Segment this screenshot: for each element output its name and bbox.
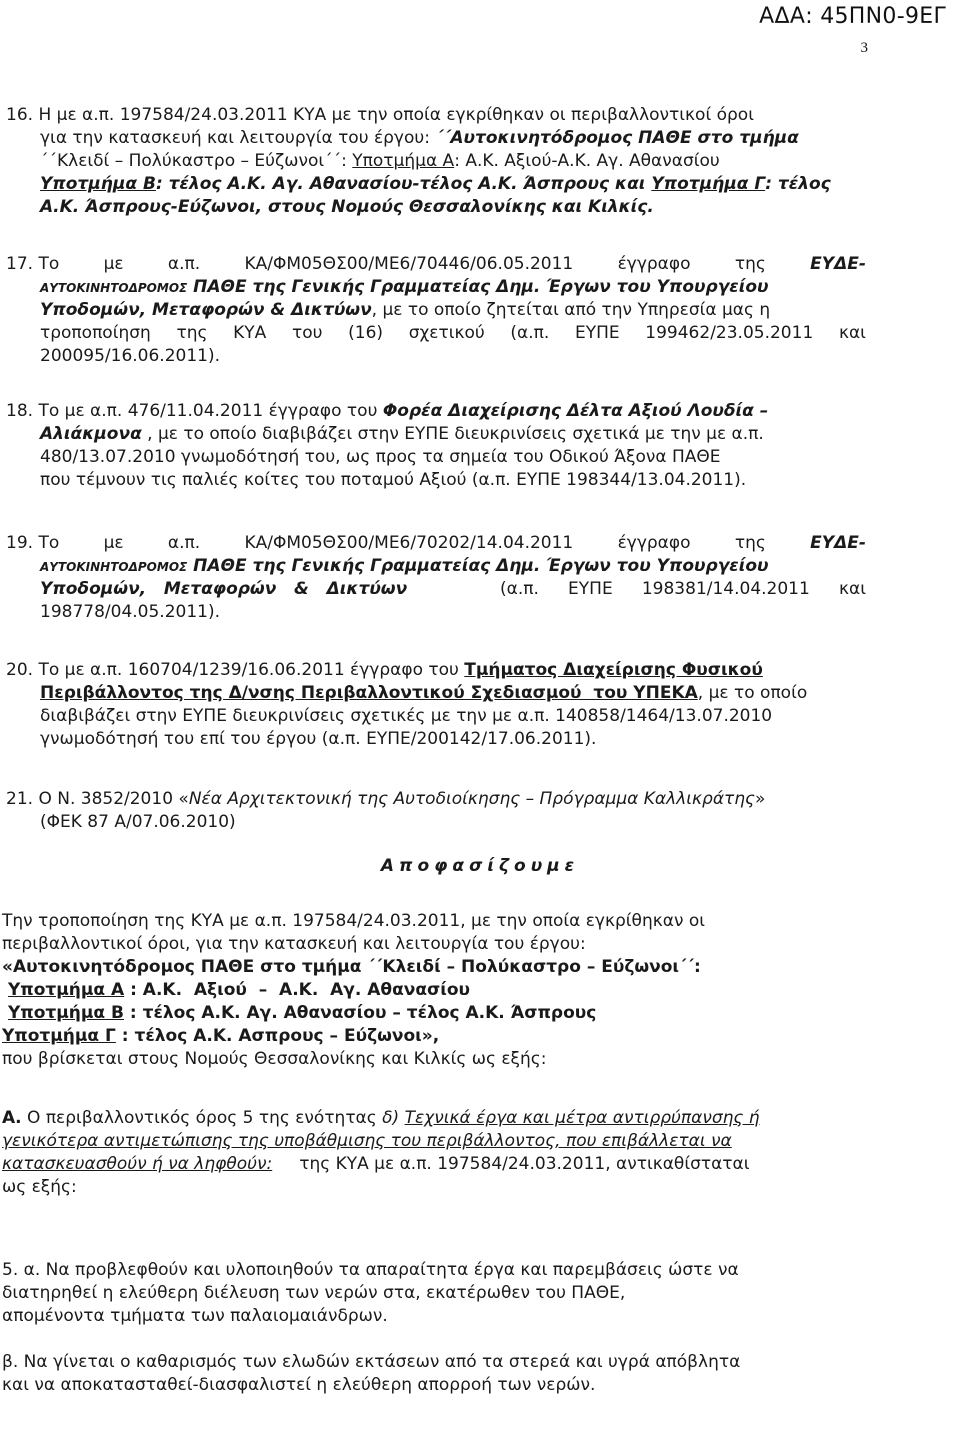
section-a-line-2: γενικότερα αντιμετώπισης της υποβάθμισης του περιβάλλοντος, που επιβάλλεται να — [2, 1131, 732, 1151]
item-20-line-2: Περιβάλλοντος της Δ/νσης Περιβαλλοντικού Σχεδιασμού του ΥΠΕΚΑ, με το οποίο — [40, 683, 808, 703]
item-20-line-4: γνωμοδότησή του επί του έργου (α.π. ΕΥΠΕ/200142/17.06.2011). — [40, 729, 597, 749]
page-number: 3 — [860, 40, 868, 56]
item-17-line-3: Υποδομών, Μεταφορών & Δικτύων, με το οποίο ζητείται από την Υπηρεσία μας η — [40, 300, 771, 320]
item-20-line-1: 20. Το με α.π. 160704/1239/16.06.2011 έγγραφο του Τμήματος Διαχείρισης Φυσικού — [6, 660, 763, 680]
item-17-line-2: ΑΥΤΟΚΙΝΗΤΟΔΡΟΜΟΣ ΠΑΘΕ της Γενικής Γραμματείας Δημ. Έργων του Υπουργείου — [40, 277, 769, 297]
term-5b-line-1: β. Να γίνεται ο καθαρισμός των ελωδών εκτάσεων από τα στερεά και υγρά απόβλητα — [2, 1352, 741, 1372]
item-16-line-2: για την κατασκευή και λειτουργία του έργου: ΄΄Αυτοκινητόδρομος ΠΑΘΕ στο τμήμα — [40, 128, 799, 148]
item-19-line-3: Υποδομών, Μεταφορών & Δικτύων — [40, 579, 408, 599]
item-17-line-5: 200095/16.06.2011). — [40, 346, 220, 366]
decision-heading: Αποφασίζουμε — [380, 856, 580, 876]
term-5b-line-2: και να αποκατασταθεί-διασφαλιστεί η ελεύθερη απορροή των νερών. — [2, 1375, 596, 1395]
item-18-line-3: 480/13.07.2010 γνωμοδότησή του, ως προς τα σημεία του Οδικού Άξονα ΠΑΘΕ — [40, 447, 721, 467]
item-17-line-1: 17. Το με α.π. ΚΑ/ΦΜ05ΘΣ00/ΜΕ6/70446/06.05.2011 έγγραφο της ΕΥΔΕ- — [6, 254, 866, 274]
ada-code: ΑΔΑ: 45ΠΝ0-9ΕΓ — [759, 4, 946, 29]
decision-line-2: περιβαλλοντικοί όροι, για την κατασκευή και λειτουργία του έργου: — [2, 934, 586, 954]
decision-line-6: Υποτμήμα Γ : τέλος Α.Κ. Ασπρους – Εύζωνοι», — [2, 1026, 440, 1046]
item-21-line-1: 21. Ο Ν. 3852/2010 «Νέα Αρχιτεκτονική της Αυτοδιοίκησης – Πρόγραμμα Καλλικράτης» — [6, 789, 766, 809]
item-19-line-2: ΑΥΤΟΚΙΝΗΤΟΔΡΟΜΟΣ ΠΑΘΕ της Γενικής Γραμματείας Δημ. Έργων του Υπουργείου — [40, 556, 769, 576]
item-18-line-2: Αλιάκμονα , με το οποίο διαβιβάζει στην ΕΥΠΕ διευκρινίσεις σχετικά με την με α.π. — [40, 424, 764, 444]
item-19-line-3-ref: (α.π. ΕΥΠΕ 198381/14.04.2011 και — [500, 579, 866, 599]
item-19-line-4: 198778/04.05.2011). — [40, 602, 220, 622]
term-5a-line-2: διατηρηθεί η ελεύθερη διέλευση των νερών στα, εκατέρωθεν του ΠΑΘΕ, — [2, 1283, 626, 1303]
section-a-line-1: Α. Ο περιβαλλοντικός όρος 5 της ενότητας δ) Τεχνικά έργα και μέτρα αντιρρύπανσης ή — [2, 1108, 760, 1128]
item-16-line-4: Υποτμήμα Β: τέλος Α.Κ. Αγ. Αθανασίου-τέλος Α.Κ. Άσπρους και Υποτμήμα Γ: τέλος — [40, 174, 831, 194]
item-18-line-4: που τέμνουν τις παλιές κοίτες του ποταμού Αξιού (α.π. ΕΥΠΕ 198344/13.04.2011). — [40, 470, 747, 490]
section-a-line-3: κατασκευασθούν ή να ληφθούν: της ΚΥΑ με α.π. 197584/24.03.2011, αντικαθίσταται — [2, 1154, 750, 1174]
term-5a-line-1: 5. α. Να προβλεφθούν και υλοποιηθούν τα απαραίτητα έργα και παρεμβάσεις ώστε να — [2, 1260, 739, 1280]
item-16-line-1: 16. Η με α.π. 197584/24.03.2011 ΚΥΑ με την οποία εγκρίθηκαν οι περιβαλλοντικοί όροι — [6, 105, 754, 125]
item-20-line-3: διαβιβάζει στην ΕΥΠΕ διευκρινίσεις σχετικές με την με α.π. 140858/1464/13.07.2010 — [40, 706, 773, 726]
item-19-line-1: 19. Το με α.π. ΚΑ/ΦΜ05ΘΣ00/ΜΕ6/70202/14.04.2011 έγγραφο της ΕΥΔΕ- — [6, 533, 866, 553]
decision-line-7: που βρίσκεται στους Νομούς Θεσσαλονίκης και Κιλκίς ως εξής: — [2, 1049, 547, 1069]
decision-line-3: «Αυτοκινητόδρομος ΠΑΘΕ στο τμήμα ΄΄Κλειδί – Πολύκαστρο – Εύζωνοι΄΄: — [2, 957, 701, 977]
item-17-line-4: τροποποίηση της ΚΥΑ του (16) σχετικού (α.π. ΕΥΠΕ 199462/23.05.2011 και — [40, 323, 866, 343]
decision-line-4: Υποτμήμα Α : Α.Κ. Αξιού – Α.Κ. Αγ. Αθανασίου — [8, 980, 471, 1000]
decision-line-1: Την τροποποίηση της ΚΥΑ με α.π. 197584/24.03.2011, με την οποία εγκρίθηκαν οι — [2, 911, 706, 931]
item-16-line-3: ΄΄Κλειδί – Πολύκαστρο – Εύζωνοι΄΄: Υποτμήμα Α: Α.Κ. Αξιού-Α.Κ. Αγ. Αθανασίου — [40, 151, 720, 171]
item-16-line-5: Α.Κ. Άσπρους-Εύζωνοι, στους Νομούς Θεσσαλονίκης και Κιλκίς. — [40, 197, 654, 217]
item-21-line-2: (ΦΕΚ 87 Α/07.06.2010) — [40, 812, 236, 832]
decision-line-5: Υποτμήμα Β : τέλος Α.Κ. Αγ. Αθανασίου – τέλος Α.Κ. Άσπρους — [8, 1003, 597, 1023]
term-5a-line-3: απομένοντα τμήματα των παλαιομαιάνδρων. — [2, 1306, 388, 1326]
section-a-line-4: ως εξής: — [2, 1177, 77, 1197]
item-18-line-1: 18. Το με α.π. 476/11.04.2011 έγγραφο του Φορέα Διαχείρισης Δέλτα Αξιού Λουδία – — [6, 401, 769, 421]
